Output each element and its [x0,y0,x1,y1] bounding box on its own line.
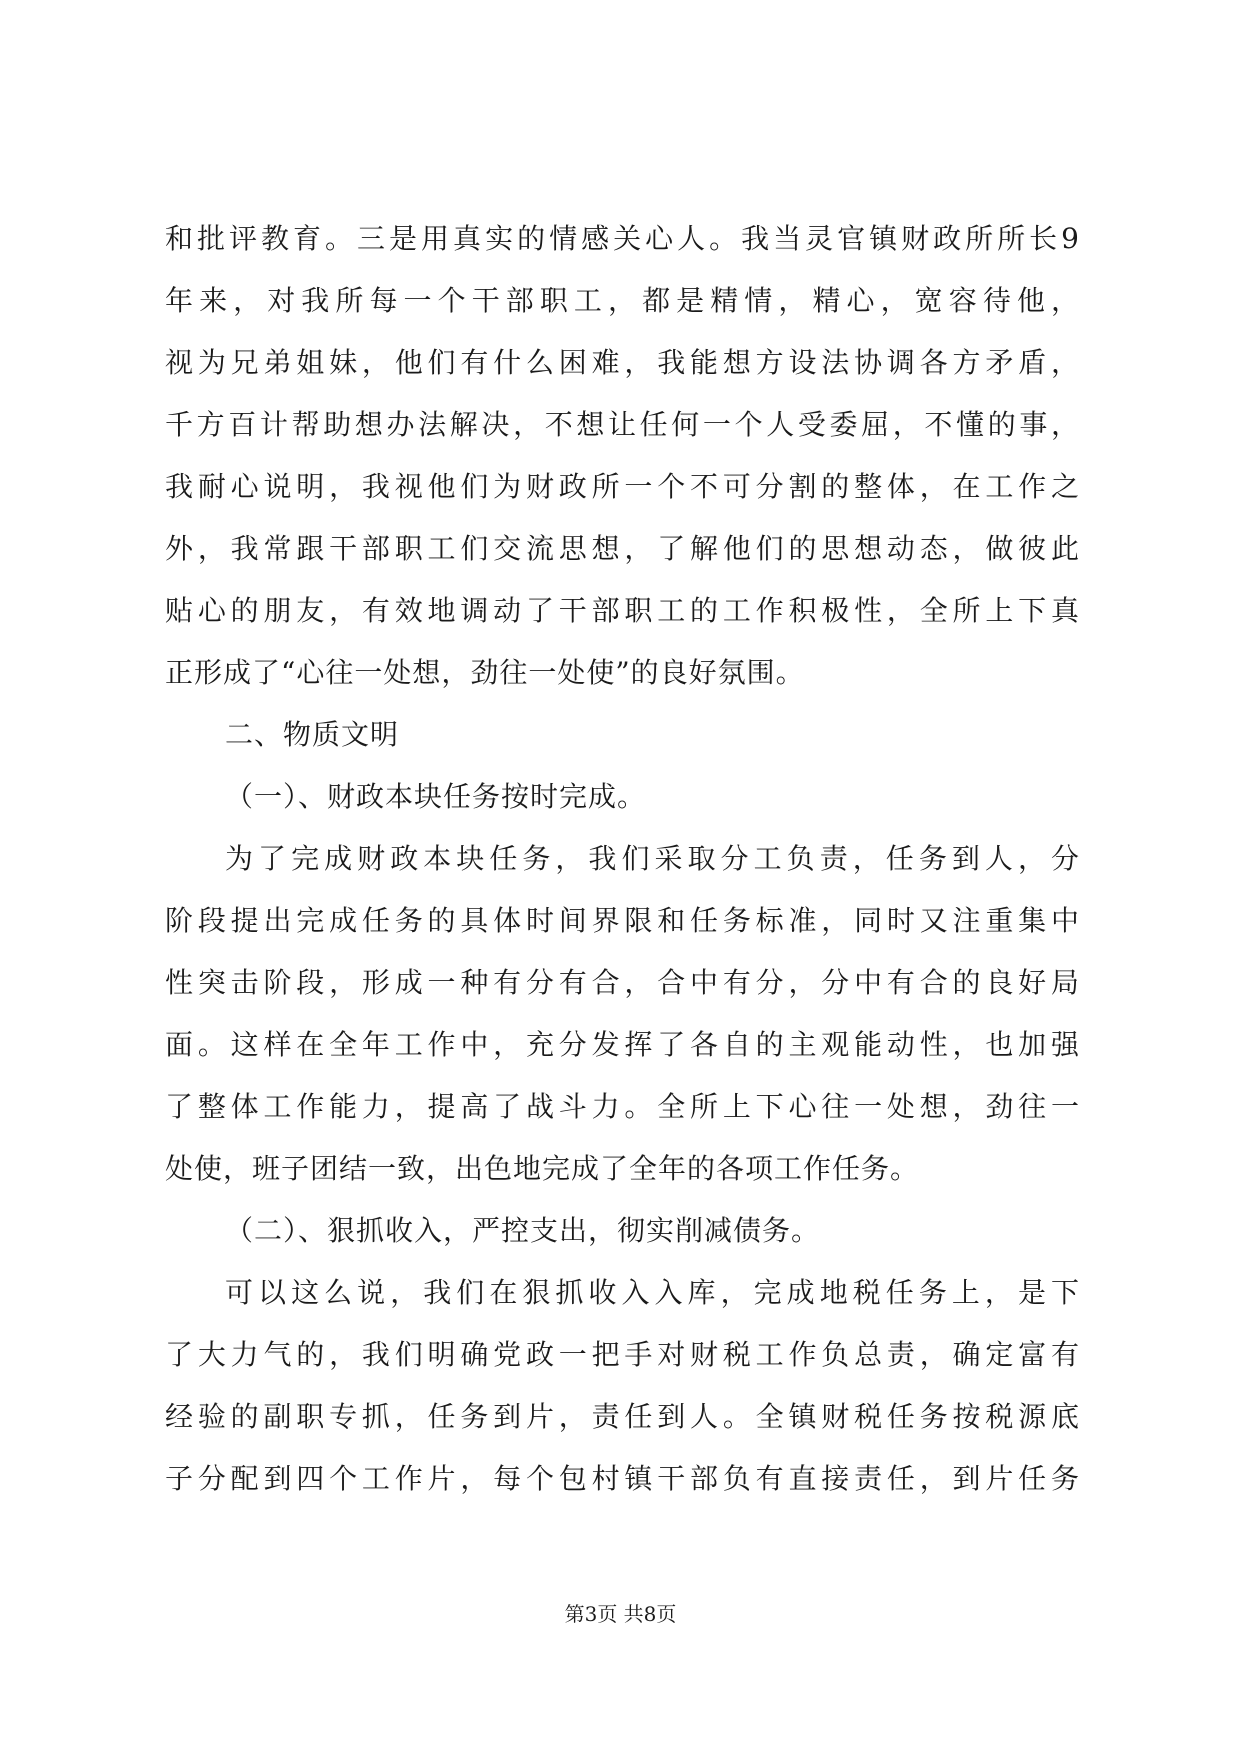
text-line: 千方百计帮助想办法解决，不想让任何一个人受委屈，不懂的事， [165,408,1080,441]
subsection-heading: （一）、财政本块任务按时完成。 [225,780,647,813]
text-line: 可以这么说，我们在狠抓收入入库，完成地税任务上，是下 [225,1276,1080,1309]
text-line: 年来，对我所每一个干部职工，都是精情，精心，宽容待他， [165,284,1080,317]
text-line: 了大力气的，我们明确党政一把手对财税工作负总责，确定富有 [165,1338,1080,1371]
text-line: 面。这样在全年工作中，充分发挥了各自的主观能动性，也加强 [165,1028,1080,1061]
text-line: 视为兄弟姐妹，他们有什么困难，我能想方设法协调各方矛盾， [165,346,1080,379]
text-line: 处使，班子团结一致，出色地完成了全年的各项工作任务。 [165,1152,920,1185]
text-line: 阶段提出完成任务的具体时间界限和任务标准，同时又注重集中 [165,904,1080,937]
page-number: 第3页 共8页 [564,1602,677,1626]
page-footer [0,1598,1241,1627]
text-line: 我耐心说明，我视他们为财政所一个不可分割的整体，在工作之 [165,470,1080,503]
text-line: 贴心的朋友，有效地调动了干部职工的工作积极性，全所上下真 [165,594,1080,627]
text-line: 经验的副职专抓，任务到片，责任到人。全镇财税任务按税源底 [165,1400,1080,1433]
body-text [165,208,1080,1510]
text-line: 了整体工作能力，提高了战斗力。全所上下心往一处想，劲往一 [165,1090,1080,1123]
text-line: 正形成了“心往一处想，劲往一处使”的良好氛围。 [165,656,805,689]
text-line: 为了完成财政本块任务，我们采取分工负责，任务到人，分 [225,842,1080,875]
text-line: 和批评教育。三是用真实的情感关心人。我当灵官镇财政所所长9 [165,222,1080,255]
text-line: 性突击阶段，形成一种有分有合，合中有分，分中有合的良好局 [165,966,1080,999]
section-heading: 二、物质文明 [225,718,400,751]
subsection-heading: （二）、狠抓收入，严控支出，彻实削减债务。 [225,1214,821,1247]
text-line: 外，我常跟干部职工们交流思想，了解他们的思想动态，做彼此 [165,532,1080,565]
text-line: 子分配到四个工作片，每个包村镇干部负有直接责任，到片任务 [165,1462,1080,1495]
